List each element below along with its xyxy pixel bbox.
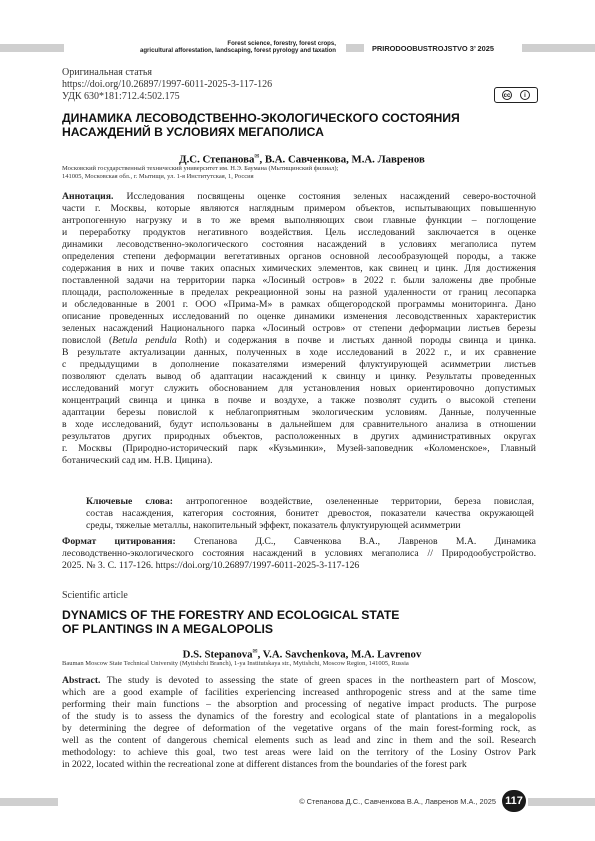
affiliation-ru-line-2: 141005, Московская обл., г. Мытищи, ул. 1-я Институтская, 1, Россия <box>62 173 254 180</box>
abstract-ru-line-text: и переработку продуктов негативного воздействия. Цель исследований заключается в оценке <box>62 227 536 238</box>
cc-by-icon[interactable] <box>494 87 538 103</box>
title-en-line-2: OF PLANTINGS IN A MEGALOPOLIS <box>62 622 274 636</box>
udc-code: УДК 630*181:712.4:502.175 <box>62 90 180 102</box>
citation-line-label: Формат цитирования: <box>62 536 176 547</box>
abstract-ru-line <box>62 383 536 395</box>
abstract-ru-line <box>62 275 536 287</box>
abstract-en-line-text: of the study is to assess the dynamics of the forestry and ecological state of plantations in a megalopolis <box>62 711 536 722</box>
abstract-ru-line-text: и обследованные в 2001 г. ООО «Прима-М» в рамках общегородской программы мониторинга. Дано <box>62 299 536 310</box>
citation-line <box>62 536 536 548</box>
citation-line-text: 2025. № 3. С. 117-126. https://doi.org/10.26897/1997-6011-2025-3-117-126 <box>62 560 360 571</box>
citation-line-text: лесоводственно-экологического состояния насаждений в условиях мегаполиса // Природообустройство. <box>62 548 536 559</box>
abstract-en-line <box>62 723 536 735</box>
abstract-ru-line-text: адаптации березы повислой к неблагоприятным экологическим условиям. Данные, полученные <box>62 407 536 418</box>
keywords-ru-line-text: антропогенное воздействие, озелененные территории, береза повислая, <box>172 496 534 507</box>
abstract-en-line <box>62 675 536 687</box>
cc-icon: cc <box>502 90 512 100</box>
email-envelope-icon[interactable]: ✉ <box>254 154 260 160</box>
abstract-ru-line <box>62 299 536 311</box>
abstract-ru-line <box>62 191 536 203</box>
doi-link[interactable]: https://doi.org/10.26897/1997-6011-2025-3-117-126 <box>62 78 273 90</box>
abstract-ru-line-text: с предыдущими в дополнение показателями измерений флуктуирующей асимметрии листьев <box>62 359 536 370</box>
by-person-icon: i <box>520 90 530 100</box>
abstract-ru-line-text: исследований могут служить обоснованием для установления новых ориентировочно допустимых <box>62 383 536 394</box>
abstract-ru <box>62 191 536 467</box>
affiliation-en: Bauman Moscow State Technical University (Mytishchi Branch), 1-ya Institutskaya str., Mytishchi, Moscow Region, 141005, Russia <box>62 660 409 667</box>
abstract-ru-line <box>62 443 536 455</box>
citation-line <box>62 560 536 572</box>
abstract-ru-line <box>62 215 536 227</box>
footer-decor-bar-left <box>0 798 58 806</box>
keywords-ru-line-text: состав насаждения, категория состояния, бонитет древостоя, показатели качества окружающей <box>86 508 534 519</box>
page-number-badge: 117 <box>502 790 526 812</box>
header-decor-bar-middle <box>346 44 364 52</box>
abstract-en-line-text: performing their main functions – the absorption and processing of negative impact products. The purpose <box>62 699 536 710</box>
abstract-ru-line-text: поставленной задачи на территории парка «Лосиный остров» в 2022 г. были заложены две пробные <box>62 275 536 286</box>
abstract-ru-line <box>62 311 536 323</box>
keywords-ru-line <box>86 496 534 508</box>
abstract-en-line <box>62 759 536 771</box>
abstract-ru-line <box>62 431 536 443</box>
copyright-line: © Степанова Д.С., Савченкова В.А., Лавренов М.А., 2025 <box>299 797 496 806</box>
abstract-en-line-text: The study is devoted to assessing the state of green spaces in the northeastern part of Moscow, <box>100 675 536 686</box>
abstract-ru-line <box>62 227 536 239</box>
journal-name: PRIRODOOBUSTROJSTVO 3’ 2025 <box>372 44 494 53</box>
header-decor-bar-right <box>522 44 595 52</box>
footer-decor-bar-right <box>528 798 595 806</box>
abstract-ru-line <box>62 335 536 347</box>
authors-en <box>62 646 542 661</box>
abstract-ru-line-text: зеленых насаждений Национального парка «Лосиный остров» от степени деформации листьев березы <box>62 323 536 334</box>
citation-line-text: Степанова Д.С., Савченкова В.А., Лавренов М.А. Динамика <box>175 536 536 547</box>
abstract-ru-line-text: В результате актуализации данных, полученных в ходе исследований в 2022 г., и их сравнение <box>62 347 536 358</box>
title-ru-line-1: ДИНАМИКА ЛЕСОВОДСТВЕННО-ЭКОЛОГИЧЕСКОГО СОСТОЯНИЯ <box>62 111 460 125</box>
abstract-ru-line <box>62 251 536 263</box>
authors-rest-ru: , В.А. Савченкова, М.А. Лавренов <box>259 153 425 166</box>
abstract-en-line <box>62 735 536 747</box>
authors-rest-en: , V.A. Savchenkova, M.A. Lavrenov <box>257 648 422 661</box>
abstract-en-line-text: in 2022, located within the recreational zone at different distances from the boundaries of the forest park <box>62 759 467 770</box>
author-1-en: D.S. Stepanova <box>182 648 253 661</box>
abstract-ru-line-text: позволяют сделать вывод об адаптации насаждений к свинцу и цинку. Результаты проведенных <box>62 371 536 382</box>
abstract-en-line <box>62 687 536 699</box>
keywords-ru-line <box>86 508 534 520</box>
affiliation-ru-line-1: Московский государственный технический университет им. Н.Э. Баумана (Мытищинский филиал); <box>62 165 339 172</box>
abstract-ru-line <box>62 287 536 299</box>
title-ru-line-2: НАСАЖДЕНИЙ В УСЛОВИЯХ МЕГАПОЛИСА <box>62 125 324 139</box>
authors-ru <box>62 151 542 166</box>
abstract-ru-line <box>62 395 536 407</box>
abstract-ru-line-text: площади, расположенные в пределах рекреационной зоны на разной удаленности от границ лесопарка <box>62 287 536 298</box>
article-meta <box>62 67 272 102</box>
keywords-ru <box>86 496 534 532</box>
email-envelope-icon-en[interactable]: ✉ <box>252 649 258 655</box>
abstract-ru-line <box>62 359 536 371</box>
abstract-en <box>62 675 536 771</box>
abstract-ru-line-text: динамики лесоводственно-экологического состояния насаждений в условиях мегаполиса путем <box>62 239 536 250</box>
abstract-ru-line-text: в ходе исследований, будут использованы в дальнейшем для сравнительного анализа в отношении <box>62 419 536 430</box>
abstract-ru-line-text: концентраций свинца и цинка в почве и воздухе, а также позволят судить о высокой степени <box>62 395 536 406</box>
citation-line <box>62 548 536 560</box>
abstract-en-line-label: Abstract. <box>62 675 101 686</box>
abstract-ru-line <box>62 203 536 215</box>
abstract-ru-line-text: повислой (Betula pendula Roth) и содержания в почве и листьях данной породы свинца и цинка. <box>62 335 536 346</box>
journal-topics <box>78 40 336 54</box>
abstract-ru-line-text: антропогенную нагрузку и в то же время выполняющих свои главные функции – поглощение <box>62 215 536 226</box>
abstract-ru-line-text: ботанический сад им. Н.В. Цицина). <box>62 455 213 466</box>
abstract-ru-line-text: содержания в них и почве таких опасных химических элементов, как свинец и цинк. Для достижения <box>62 263 536 274</box>
abstract-ru-line <box>62 323 536 335</box>
abstract-ru-line-text: результатов других природных объектов, расположенных в других административных округах <box>62 431 536 442</box>
affiliation-ru <box>62 165 542 181</box>
abstract-ru-line-text: Исследования посвящены оценке состояния зеленых насаждений северо-восточной <box>113 191 536 202</box>
abstract-ru-line <box>62 371 536 383</box>
abstract-ru-line <box>62 263 536 275</box>
article-type: Оригинальная статья <box>62 67 152 78</box>
abstract-ru-line-text: части г. Москвы, которые являются наглядным примером объектов, испытывающих повышенную <box>62 203 536 214</box>
abstract-ru-line-text: описание проведенных исследований по оценке динамики изменения лесоводственных характеристик <box>62 311 536 322</box>
abstract-en-line <box>62 711 536 723</box>
abstract-en-line-text: methodology: to achieve this goal, two test areas were laid on the territory of the Losiny Ostrov Park <box>62 747 536 758</box>
journal-topics-line-1: Forest science, forestry, forest crops, <box>227 40 336 47</box>
abstract-en-line-text: by determining the degree of deformation of the vegetative organs of the main forest-forming rock, as <box>62 723 536 734</box>
citation-format <box>62 536 536 572</box>
title-en-line-1: DYNAMICS OF THE FORESTRY AND ECOLOGICAL STATE <box>62 608 400 622</box>
abstract-ru-line-text: определения степени деформации вегетативных органов основной лесообразующей породы, а также <box>62 251 536 262</box>
keywords-ru-line <box>86 520 534 532</box>
abstract-ru-line <box>62 347 536 359</box>
abstract-ru-line <box>62 455 536 467</box>
title-ru <box>62 111 542 139</box>
keywords-ru-line-label: Ключевые слова: <box>86 496 173 507</box>
title-en <box>62 608 542 636</box>
abstract-en-line-text: which are a good example of facilities experiencing increased anthropogenic stress and at the same time <box>62 687 536 698</box>
abstract-en-line <box>62 747 536 759</box>
header-decor-bar-left <box>0 44 64 52</box>
author-1-ru: Д.С. Степанова <box>179 153 255 166</box>
journal-topics-line-2: agricultural afforestation, landscaping, forest pyrology and taxation <box>139 47 336 55</box>
keywords-ru-line-text: среды, тяжелые металлы, накопительный эффект, показатель флуктуирующей асимметрии <box>86 520 461 531</box>
abstract-ru-line <box>62 407 536 419</box>
abstract-ru-line-label: Аннотация. <box>62 191 114 202</box>
article-type-en: Scientific article <box>62 590 128 601</box>
abstract-ru-line <box>62 419 536 431</box>
abstract-en-line-text: well as the content of dangerous chemical elements such as lead and zinc in them and the soil. Research <box>62 735 536 746</box>
abstract-ru-line <box>62 239 536 251</box>
abstract-ru-line-text: г. Москвы (Природно-исторический парк «Кузьминки», Музей-заповедник «Коломенское», Главный <box>62 443 536 454</box>
abstract-en-line <box>62 699 536 711</box>
